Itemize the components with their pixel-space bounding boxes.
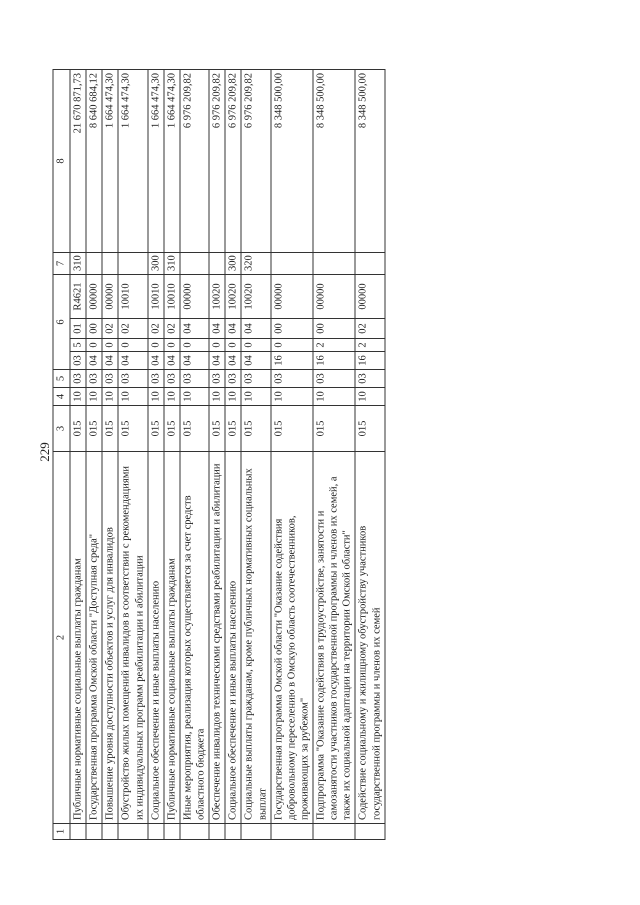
row-code-6c: 02 bbox=[164, 319, 180, 339]
row-col-3: 015 bbox=[209, 406, 225, 452]
amount-value: 1 664 474,30 bbox=[166, 73, 178, 129]
row-col-3: 015 bbox=[148, 406, 164, 452]
row-col-4: 10 bbox=[148, 388, 164, 406]
row-name: Содействие социальному и жилищному обустройству участников государственной программы и членов их семей bbox=[355, 452, 384, 824]
row-col-3: 015 bbox=[102, 406, 118, 452]
row-col-4: 10 bbox=[164, 388, 180, 406]
amount-value: 6 976 209,82 bbox=[243, 73, 255, 129]
row-col-3: 015 bbox=[164, 406, 180, 452]
col-header-7: 7 bbox=[53, 253, 70, 275]
table-row bbox=[70, 70, 86, 840]
row-col-4: 10 bbox=[180, 388, 209, 406]
row-col-3: 015 bbox=[241, 406, 270, 452]
row-col-7 bbox=[180, 253, 209, 275]
row-code-6a: 04 bbox=[180, 352, 209, 370]
amount-value: 6 976 209,82 bbox=[211, 73, 223, 129]
row-code-6a: 16 bbox=[355, 352, 384, 370]
row-col-4: 10 bbox=[241, 388, 270, 406]
col-header-3: 3 bbox=[53, 406, 70, 452]
row-name: Социальное обеспечение и иные выплаты населению bbox=[148, 452, 164, 824]
row-code-6d: 00000 bbox=[102, 275, 118, 319]
row-amount bbox=[164, 70, 180, 253]
row-code-6b: 0 bbox=[209, 339, 225, 352]
page-number: 229 bbox=[37, 442, 52, 462]
table-body bbox=[70, 70, 385, 840]
row-col-1 bbox=[271, 824, 313, 840]
col-header-2: 2 bbox=[53, 452, 70, 824]
row-col-4: 10 bbox=[313, 388, 355, 406]
row-name: Подпрограмма "Оказание содействия в трудоустройстве, занятости и самозанятости участников государственной программы и членов их семей, а также их социальной адаптации на территории Омской области" bbox=[313, 452, 355, 824]
row-col-1 bbox=[209, 824, 225, 840]
row-code-6b: 5 bbox=[70, 339, 86, 352]
row-col-1 bbox=[86, 824, 102, 840]
row-col-3: 015 bbox=[225, 406, 241, 452]
amount-value: 8 640 684,12 bbox=[88, 73, 100, 129]
table-row bbox=[180, 70, 209, 840]
row-col-3: 015 bbox=[313, 406, 355, 452]
row-code-6b: 0 bbox=[271, 339, 313, 352]
table-row bbox=[225, 70, 241, 840]
row-col-3: 015 bbox=[86, 406, 102, 452]
row-code-6b: 2 bbox=[355, 339, 384, 352]
table-row bbox=[102, 70, 118, 840]
row-col-7 bbox=[271, 253, 313, 275]
row-name: Публичные нормативные социальные выплаты гражданам bbox=[70, 452, 86, 824]
row-code-6a: 16 bbox=[313, 352, 355, 370]
row-amount bbox=[102, 70, 118, 253]
row-col-7 bbox=[313, 253, 355, 275]
row-col-7 bbox=[86, 253, 102, 275]
row-code-6b: 0 bbox=[225, 339, 241, 352]
row-col-5: 03 bbox=[118, 370, 147, 388]
table-row bbox=[164, 70, 180, 840]
row-code-6c: 00 bbox=[313, 319, 355, 339]
row-col-4: 10 bbox=[102, 388, 118, 406]
row-col-4: 10 bbox=[86, 388, 102, 406]
row-col-1 bbox=[241, 824, 270, 840]
row-code-6a: 04 bbox=[148, 352, 164, 370]
amount-value: 8 348 500,00 bbox=[315, 73, 327, 129]
row-amount bbox=[118, 70, 147, 253]
row-col-5: 03 bbox=[209, 370, 225, 388]
table-row bbox=[118, 70, 147, 840]
row-code-6a: 04 bbox=[241, 352, 270, 370]
row-col-7: 310 bbox=[164, 253, 180, 275]
row-col-1 bbox=[355, 824, 384, 840]
header-row bbox=[53, 70, 70, 840]
row-name: Государственная программа Омской области "Оказание содействия добровольному переселению в Омскую область соотечественников, проживающих за рубежом" bbox=[271, 452, 313, 824]
row-col-5: 03 bbox=[180, 370, 209, 388]
table-row bbox=[313, 70, 355, 840]
row-code-6d: 00000 bbox=[271, 275, 313, 319]
row-code-6b: 0 bbox=[241, 339, 270, 352]
row-code-6a: 16 bbox=[271, 352, 313, 370]
row-col-3: 015 bbox=[118, 406, 147, 452]
row-col-7 bbox=[209, 253, 225, 275]
row-code-6a: 04 bbox=[225, 352, 241, 370]
row-code-6d: 10020 bbox=[209, 275, 225, 319]
row-code-6d: 10010 bbox=[148, 275, 164, 319]
row-col-4: 10 bbox=[118, 388, 147, 406]
row-code-6a: 04 bbox=[209, 352, 225, 370]
table-row bbox=[86, 70, 102, 840]
row-col-3: 015 bbox=[180, 406, 209, 452]
row-amount bbox=[225, 70, 241, 253]
row-col-4: 10 bbox=[355, 388, 384, 406]
amount-value: 8 348 500,00 bbox=[273, 73, 285, 129]
row-amount bbox=[209, 70, 225, 253]
row-col-1 bbox=[164, 824, 180, 840]
row-col-1 bbox=[102, 824, 118, 840]
row-col-7: 320 bbox=[241, 253, 270, 275]
row-code-6b: 2 bbox=[313, 339, 355, 352]
row-col-7 bbox=[118, 253, 147, 275]
row-code-6b: 0 bbox=[118, 339, 147, 352]
row-amount bbox=[70, 70, 86, 253]
row-amount bbox=[355, 70, 384, 253]
amount-value: 1 664 474,30 bbox=[104, 73, 116, 129]
row-code-6b: 0 bbox=[86, 339, 102, 352]
row-code-6a: 04 bbox=[118, 352, 147, 370]
row-col-1 bbox=[118, 824, 147, 840]
col-header-6: 6 bbox=[53, 275, 70, 370]
row-col-5: 03 bbox=[70, 370, 86, 388]
row-col-7: 310 bbox=[70, 253, 86, 275]
row-name: Иные мероприятия, реализация которых осуществляется за счет средств областного бюджета bbox=[180, 452, 209, 824]
row-col-5: 03 bbox=[225, 370, 241, 388]
row-code-6d: 00000 bbox=[313, 275, 355, 319]
amount-value: 6 976 209,82 bbox=[227, 73, 239, 129]
row-col-4: 10 bbox=[225, 388, 241, 406]
row-code-6d: 00000 bbox=[86, 275, 102, 319]
row-code-6c: 02 bbox=[355, 319, 384, 339]
row-amount bbox=[271, 70, 313, 253]
row-col-1 bbox=[148, 824, 164, 840]
row-code-6b: 0 bbox=[180, 339, 209, 352]
row-amount bbox=[148, 70, 164, 253]
row-col-5: 03 bbox=[164, 370, 180, 388]
table-row bbox=[271, 70, 313, 840]
row-code-6c: 02 bbox=[148, 319, 164, 339]
row-code-6d: 10010 bbox=[164, 275, 180, 319]
row-col-7: 300 bbox=[225, 253, 241, 275]
row-col-4: 10 bbox=[70, 388, 86, 406]
table-row bbox=[148, 70, 164, 840]
row-code-6c: 01 bbox=[70, 319, 86, 339]
row-col-5: 03 bbox=[86, 370, 102, 388]
table-row bbox=[355, 70, 384, 840]
table-row bbox=[241, 70, 270, 840]
row-code-6a: 04 bbox=[86, 352, 102, 370]
row-code-6c: 00 bbox=[86, 319, 102, 339]
row-code-6c: 04 bbox=[241, 319, 270, 339]
row-code-6c: 02 bbox=[118, 319, 147, 339]
row-code-6c: 04 bbox=[180, 319, 209, 339]
row-code-6a: 04 bbox=[102, 352, 118, 370]
row-code-6b: 0 bbox=[164, 339, 180, 352]
amount-value: 1 664 474,30 bbox=[150, 73, 162, 129]
row-col-4: 10 bbox=[271, 388, 313, 406]
row-code-6d: 10020 bbox=[225, 275, 241, 319]
rotated-page bbox=[53, 70, 588, 840]
row-code-6c: 04 bbox=[209, 319, 225, 339]
row-code-6a: 03 bbox=[70, 352, 86, 370]
row-col-5: 03 bbox=[313, 370, 355, 388]
table-row bbox=[209, 70, 225, 840]
row-code-6c: 04 bbox=[225, 319, 241, 339]
row-col-1 bbox=[70, 824, 86, 840]
row-code-6b: 0 bbox=[148, 339, 164, 352]
row-name: Обустройство жилых помещений инвалидов в соответствии с рекомендациями их индивидуальных программ реабилитации и абилитации bbox=[118, 452, 147, 824]
row-name: Социальные выплаты гражданам, кроме публичных нормативных социальных выплат bbox=[241, 452, 270, 824]
row-col-5: 03 bbox=[148, 370, 164, 388]
row-code-6d: 10020 bbox=[241, 275, 270, 319]
row-amount bbox=[86, 70, 102, 253]
col-header-4: 4 bbox=[53, 388, 70, 406]
col-header-5: 5 bbox=[53, 370, 70, 388]
row-col-5: 03 bbox=[102, 370, 118, 388]
row-code-6d: 10010 bbox=[118, 275, 147, 319]
col-header-1: 1 bbox=[53, 824, 70, 840]
row-name: Публичные нормативные социальные выплаты гражданам bbox=[164, 452, 180, 824]
row-col-3: 015 bbox=[70, 406, 86, 452]
row-col-1 bbox=[313, 824, 355, 840]
row-col-5: 03 bbox=[355, 370, 384, 388]
amount-value: 21 670 871,73 bbox=[72, 73, 84, 134]
row-col-5: 03 bbox=[241, 370, 270, 388]
amount-value: 8 348 500,00 bbox=[357, 73, 369, 129]
row-code-6d: R4621 bbox=[70, 275, 86, 319]
row-col-5: 03 bbox=[271, 370, 313, 388]
row-amount bbox=[180, 70, 209, 253]
col-header-8: 8 bbox=[53, 70, 70, 253]
amount-value: 1 664 474,30 bbox=[120, 73, 132, 129]
row-col-1 bbox=[225, 824, 241, 840]
row-code-6d: 00000 bbox=[180, 275, 209, 319]
row-col-3: 015 bbox=[355, 406, 384, 452]
row-col-3: 015 bbox=[271, 406, 313, 452]
row-code-6c: 00 bbox=[271, 319, 313, 339]
row-code-6b: 0 bbox=[102, 339, 118, 352]
row-col-4: 10 bbox=[209, 388, 225, 406]
row-name: Социальное обеспечение и иные выплаты населению bbox=[225, 452, 241, 824]
row-code-6c: 02 bbox=[102, 319, 118, 339]
amount-value: 6 976 209,82 bbox=[182, 73, 194, 129]
row-amount bbox=[313, 70, 355, 253]
row-code-6d: 00000 bbox=[355, 275, 384, 319]
row-col-7 bbox=[102, 253, 118, 275]
row-amount bbox=[241, 70, 270, 253]
row-name: Государственная программа Омской области "Доступная среда" bbox=[86, 452, 102, 824]
row-col-1 bbox=[180, 824, 209, 840]
row-col-7 bbox=[355, 253, 384, 275]
row-name: Обеспечение инвалидов техническими средствами реабилитации и абилитации bbox=[209, 452, 225, 824]
budget-table bbox=[53, 69, 386, 840]
row-code-6a: 04 bbox=[164, 352, 180, 370]
row-name: Повышение уровня доступности объектов и услуг для инвалидов bbox=[102, 452, 118, 824]
row-col-7: 300 bbox=[148, 253, 164, 275]
